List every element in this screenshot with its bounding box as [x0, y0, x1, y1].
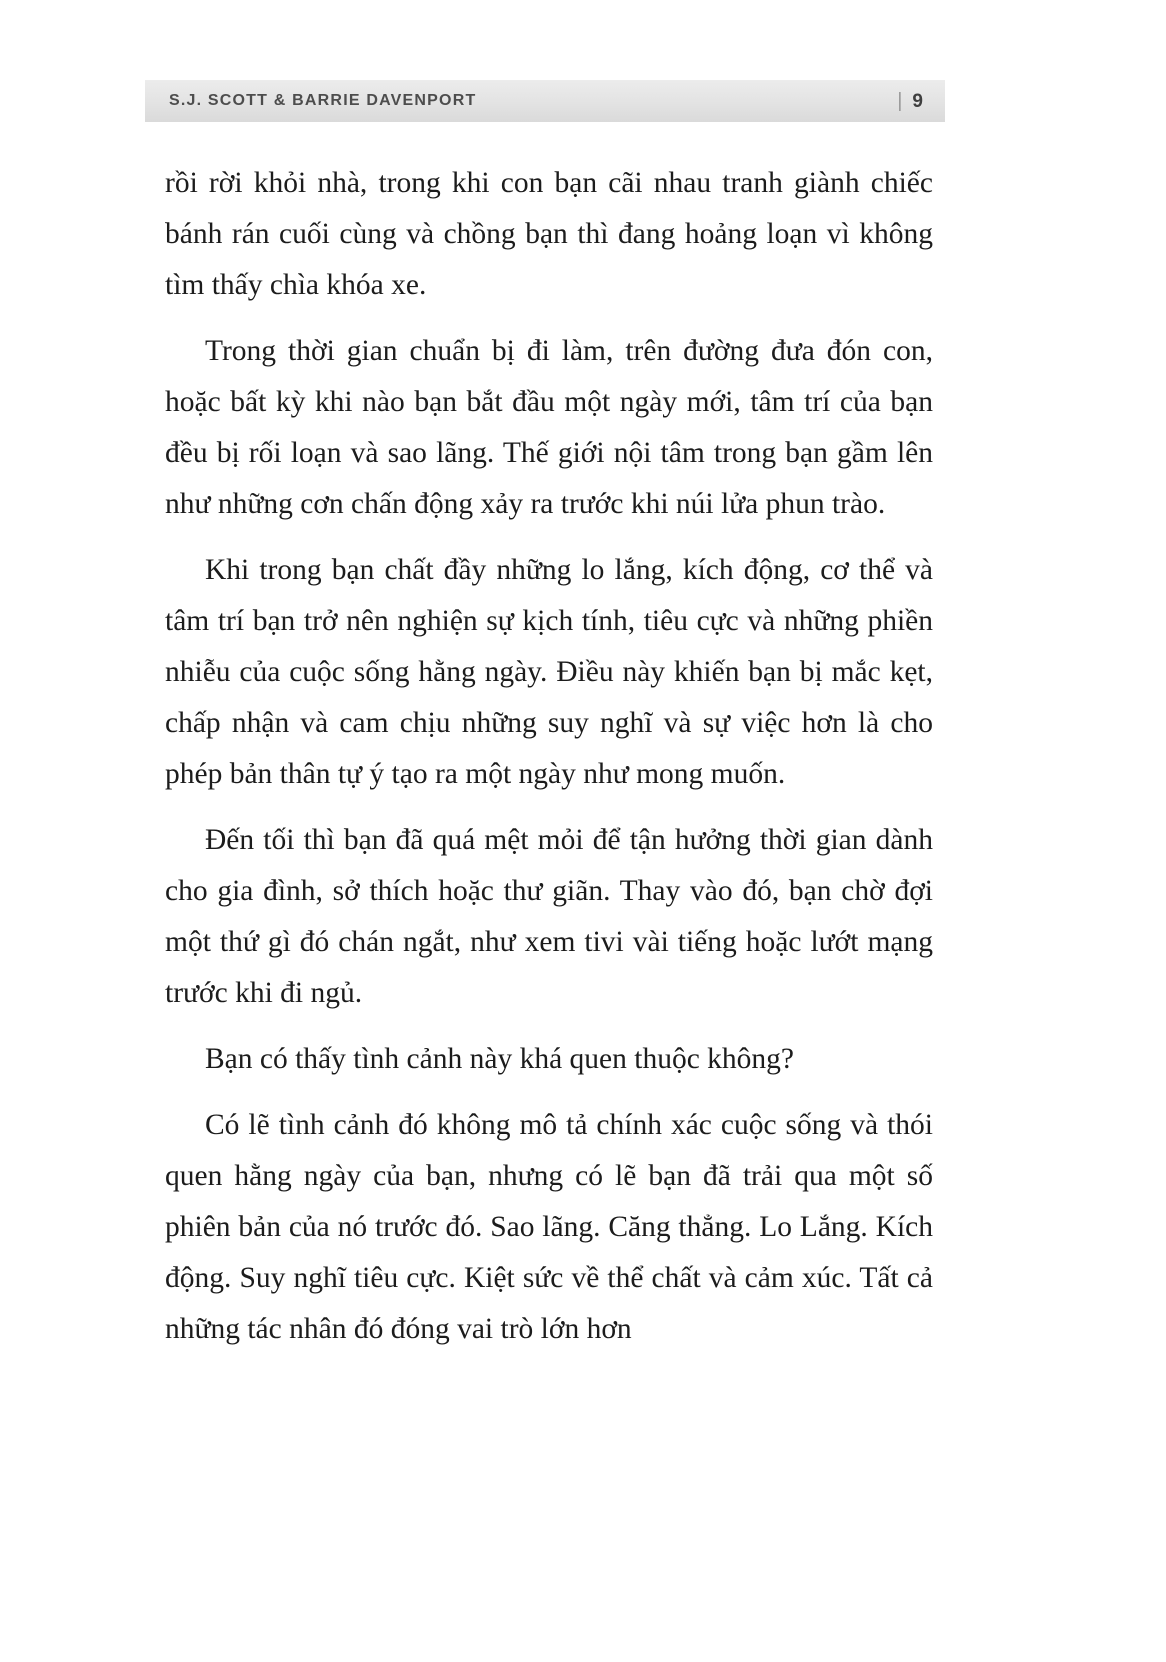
paragraph: rồi rời khỏi nhà, trong khi con bạn cãi nhau tranh giành chiếc bánh rán cuối cùng và chồng bạn thì đang hoảng loạn vì không tìm thấy chìa khóa xe. [165, 167, 933, 301]
paragraph: Có lẽ tình cảnh đó không mô tả chính xác cuộc sống và thói quen hằng ngày của bạn, nhưng có lẽ bạn đã trải qua một số phiên bản của nó trước đó. Sao lãng. Căng thẳng. Lo Lắng. Kích động. Suy nghĩ tiêu cực. Kiệt sức về thể chất và cảm xúc. Tất cả những tác nhân đó đóng vai trò lớn hơn [165, 1109, 933, 1345]
page-number: 9 [912, 90, 923, 112]
author-names: S.J. SCOTT & BARRIE DAVENPORT [169, 92, 477, 109]
page-number-group [897, 91, 923, 111]
paragraph: Bạn có thấy tình cảnh này khá quen thuộc không? [205, 1043, 795, 1075]
page-header-bar [145, 80, 945, 122]
paragraph: Đến tối thì bạn đã quá mệt mỏi để tận hưởng thời gian dành cho gia đình, sở thích hoặc thư giãn. Thay vào đó, bạn chờ đợi một thứ gì đó chán ngắt, như xem tivi vài tiếng hoặc lướt mạng trước khi đi ngủ. [165, 824, 933, 1009]
paragraph: Khi trong bạn chất đầy những lo lắng, kích động, cơ thể và tâm trí bạn trở nên nghiện sự kịch tính, tiêu cực và những phiền nhiễu của cuộc sống hằng ngày. Điều này khiến bạn bị mắc kẹt, chấp nhận và cam chịu những suy nghĩ và sự việc hơn là cho phép bản thân tự ý tạo ra một ngày như mong muốn. [165, 554, 933, 790]
paragraph: Trong thời gian chuẩn bị đi làm, trên đường đưa đón con, hoặc bất kỳ khi nào bạn bắt đầu một ngày mới, tâm trí của bạn đều bị rối loạn và sao lãng. Thế giới nội tâm trong bạn gầm lên như những cơn chấn động xảy ra trước khi núi lửa phun trào. [165, 335, 933, 520]
body-text [165, 158, 933, 1370]
page-number-separator: | [897, 90, 903, 112]
